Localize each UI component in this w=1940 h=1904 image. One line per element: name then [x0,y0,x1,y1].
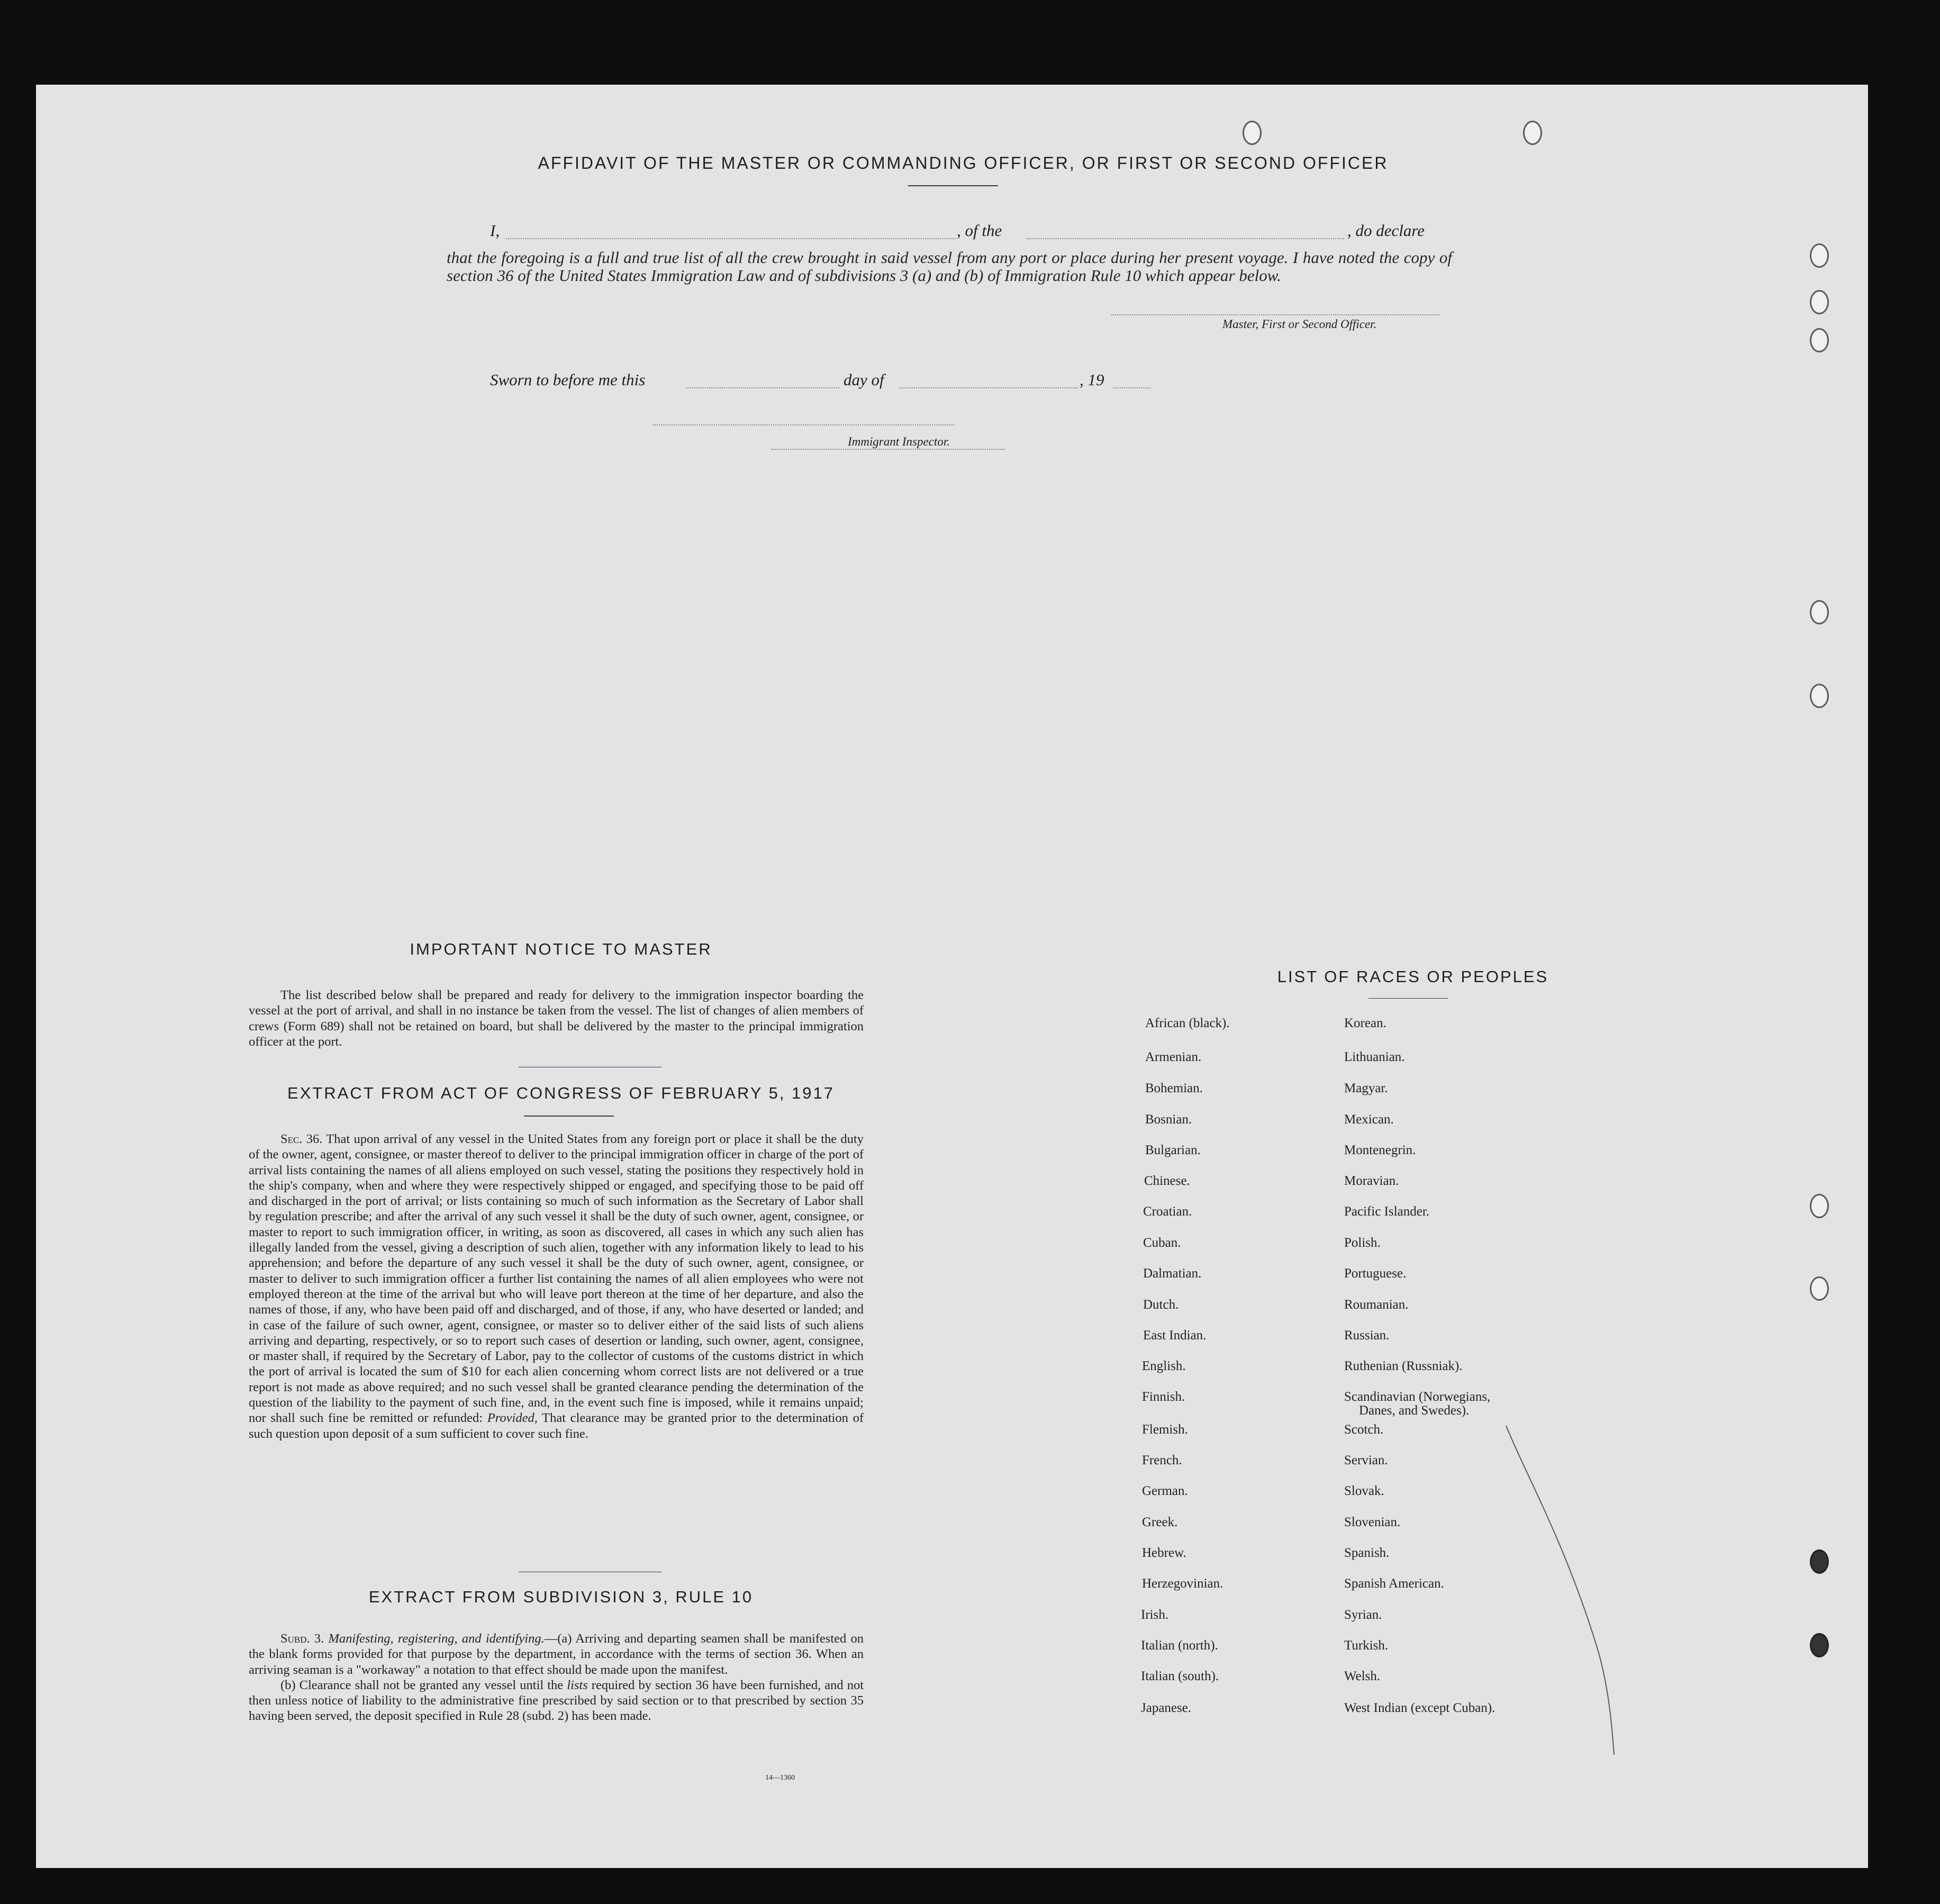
race-item: Turkish. [1344,1638,1389,1653]
rule-title: EXTRACT FROM SUBDIVISION 3, RULE 10 [368,1588,754,1606]
rule-para-a: —(a) Arriving and departing seamen shall be manifested on the blank forms provided for that purpose by the department, in accordance with the terms of section 36. When an arriving seaman is a "workaway" a notation to that effect should be made upon the manifest. [249,1631,864,1677]
declaration-declare: , do declare [1347,221,1425,240]
punch-hole-icon [1810,1549,1829,1574]
sec-label: Sec. 36. [280,1132,323,1146]
race-item: Korean. [1344,1016,1386,1030]
race-item: French. [1142,1453,1182,1467]
race-item: Scandinavian (Norwegians, [1344,1390,1491,1404]
races-title: LIST OF RACES OR PEOPLES [1277,967,1549,986]
race-item: African (black). [1145,1016,1230,1030]
race-item: Roumanian. [1344,1298,1409,1312]
inspector-signature-field[interactable] [653,424,954,425]
punch-hole-icon [1810,243,1829,268]
declaration-i: I, [490,221,500,240]
declaration-text: that the foregoing is a full and true list of all the crew brought in said vessel from any port or place during her present voyage. I have noted the copy of section 36 of the United States Immigration Law and of subdivisions 3 (a) and (b) of Immigration Rule 10 which appear below. [447,248,1452,285]
race-item: Bohemian. [1145,1081,1203,1095]
race-item: Croatian. [1143,1204,1192,1219]
punch-hole-icon [1810,1194,1829,1218]
punch-hole-icon [1523,121,1542,145]
race-item: East Indian. [1143,1328,1207,1343]
punch-hole-icon [1810,328,1829,352]
year-label: , 19 [1080,370,1104,389]
act-paragraph [249,1131,864,1441]
race-item: Moravian. [1344,1174,1399,1188]
race-item: German. [1142,1484,1188,1498]
punch-hole-icon [1810,684,1829,708]
divider [524,1116,614,1117]
notice-text [249,987,864,1049]
race-item: Dalmatian. [1143,1266,1202,1281]
pencil-stroke [1503,1424,1619,1757]
race-item: West Indian (except Cuban). [1344,1701,1495,1715]
race-item: Spanish. [1344,1546,1390,1560]
sworn-year-field[interactable] [1113,387,1150,388]
race-item: Armenian. [1145,1050,1202,1064]
race-item: Lithuanian. [1344,1050,1405,1064]
race-item: Hebrew. [1142,1546,1186,1560]
rule-para-b-start: (b) Clearance shall not be granted any vessel until the [280,1678,564,1692]
race-item: Greek. [1142,1515,1178,1529]
race-item: Herzegovinian. [1142,1576,1223,1591]
subd-label: Subd. 3. [280,1631,324,1646]
race-item: Finnish. [1142,1390,1185,1404]
rule-text [249,1631,864,1724]
act-title: EXTRACT FROM ACT OF CONGRESS OF FEBRUARY 5, 1917 [287,1084,835,1102]
race-item: Flemish. [1142,1422,1188,1437]
race-item: Italian (south). [1141,1669,1219,1683]
race-item: Chinese. [1144,1174,1190,1188]
race-item: Dutch. [1143,1298,1179,1312]
race-item: Italian (north). [1141,1638,1218,1653]
race-item: Montenegrin. [1344,1143,1416,1157]
notice-paragraph: The list described below shall be prepared and ready for delivery to the immigration inspector boarding the vessel at the port of arrival, and shall in no instance be taken from the vessel. The list of changes of alien members of crews (Form 689) shall not be retained on board, but shall be delivered by the master to the principal immigration officer at the port. [249,988,864,1049]
provided-label: Provided, [487,1411,538,1426]
notice-title: IMPORTANT NOTICE TO MASTER [410,940,712,958]
sworn-day-field[interactable] [686,387,839,388]
inspector-line [772,449,1004,450]
scan-border [1868,85,1940,1904]
rule-paragraph-a [249,1631,864,1678]
race-item: Servian. [1344,1453,1388,1467]
punch-hole-icon [1243,121,1262,145]
race-item: Magyar. [1344,1081,1388,1095]
rule-para-b-end: required by section 36 have been furnished, and not then unless notice of liability to the administrative fine prescribed by said section or to that prescribed by section 35 having been served, the deposit specified in Rule 28 (subd. 2) has been made. [249,1678,864,1724]
signature-label: Master, First or Second Officer. [1222,318,1377,331]
race-item: English. [1142,1359,1186,1373]
sworn-label: Sworn to before me this [490,370,646,389]
signature-field[interactable] [1111,314,1439,315]
race-item: Pacific Islander. [1344,1204,1430,1219]
race-item: Irish. [1141,1608,1169,1622]
affidavit-title: AFFIDAVIT OF THE MASTER OR COMMANDING OFFICER, OR FIRST OR SECOND OFFICER [538,153,1389,173]
race-item: Japanese. [1141,1701,1192,1715]
form-number: 14—1360 [765,1774,795,1782]
race-item: Slovak. [1344,1484,1384,1498]
race-item: Cuban. [1143,1236,1181,1250]
race-item: Bulgarian. [1145,1143,1201,1157]
inspector-label: Immigrant Inspector. [848,435,950,448]
declaration-of-the: , of the [957,221,1002,240]
race-item: Syrian. [1344,1608,1382,1622]
divider [908,185,998,186]
punch-hole-icon [1810,290,1829,314]
race-item: Portuguese. [1344,1266,1407,1281]
act-body: That upon arrival of any vessel in the United States from any foreign port or place it shall be the duty of the owner, agent, consignee, or master thereof to deliver to the principal immigration officer in charge of the port of arrival lists containing the names of all aliens employed on such vessel, stating the positions they respectively hold in the ship's company, when and where they were respectively shipped or engaged, and specifying those to be paid off and discharged in the port of arrival; or lists containing so much of such information as the Secretary of Labor shall by regulation prescribe; and after the arrival of any such vessel it shall be the duty of such owner, agent, consignee, or master to report to such immigration officer, in writing, as soon as discovered, all cases in which any such alien has illegally landed from the vessel, giving a description of such alien, together with any information likely to lead to his apprehension; and before the departure of any such vessel it shall be the duty of such owner, agent, consignee, or master to deliver to such immigration officer a further list containing the names of all alien employees who were not employed thereon at the time of the arrival but who will leave port thereon at the time of her departure, and also the names of those, if any, who have been paid off and discharged, and of those, if any, who have deserted or landed; and in case of the failure of such owner, agent, consignee, or master so to deliver either of the said lists of such aliens arriving and departing, respectively, or so to report such cases of desertion or landing, such owner, agent, consignee, or master shall, if required by the Secretary of Labor, pay to the collector of customs of the customs district in which the port of arrival is located the sum of $10 for each alien concerning whom correct lists are not delivered or a true report is not made as above required; and no such vessel shall be granted clearance pending the determination of the question of the liability to the payment of such fine, and, in the event such fine is imposed, while it remains unpaid; nor shall such fine be remitted or refunded: [249,1132,864,1426]
act-text [249,1131,864,1441]
race-item: Russian. [1344,1328,1390,1343]
day-of-label: day of [844,370,884,389]
act-body-end: That clearance may be granted prior to the determination of such question upon deposit of a sum sufficient to cover such fine. [249,1411,864,1441]
punch-hole-icon [1810,1276,1829,1301]
race-item: Welsh. [1344,1669,1381,1683]
race-item: Danes, and Swedes). [1359,1403,1470,1418]
race-item: Ruthenian (Russniak). [1344,1359,1463,1373]
race-item: Scotch. [1344,1422,1384,1437]
vessel-field[interactable] [1027,238,1344,239]
race-item: Slovenian. [1344,1515,1401,1529]
name-field[interactable] [506,238,956,239]
race-item: Mexican. [1344,1112,1394,1127]
race-item: Spanish American. [1344,1576,1444,1591]
punch-hole-icon [1810,600,1829,624]
lists-word: lists [567,1678,588,1692]
race-item: Bosnian. [1145,1112,1192,1127]
sworn-month-field[interactable] [900,387,1077,388]
subd-heading: Manifesting, registering, and identifying. [328,1631,545,1646]
divider [1368,998,1448,999]
rule-paragraph-b [249,1678,864,1724]
race-item: Polish. [1344,1236,1381,1250]
punch-hole-icon [1810,1633,1829,1657]
